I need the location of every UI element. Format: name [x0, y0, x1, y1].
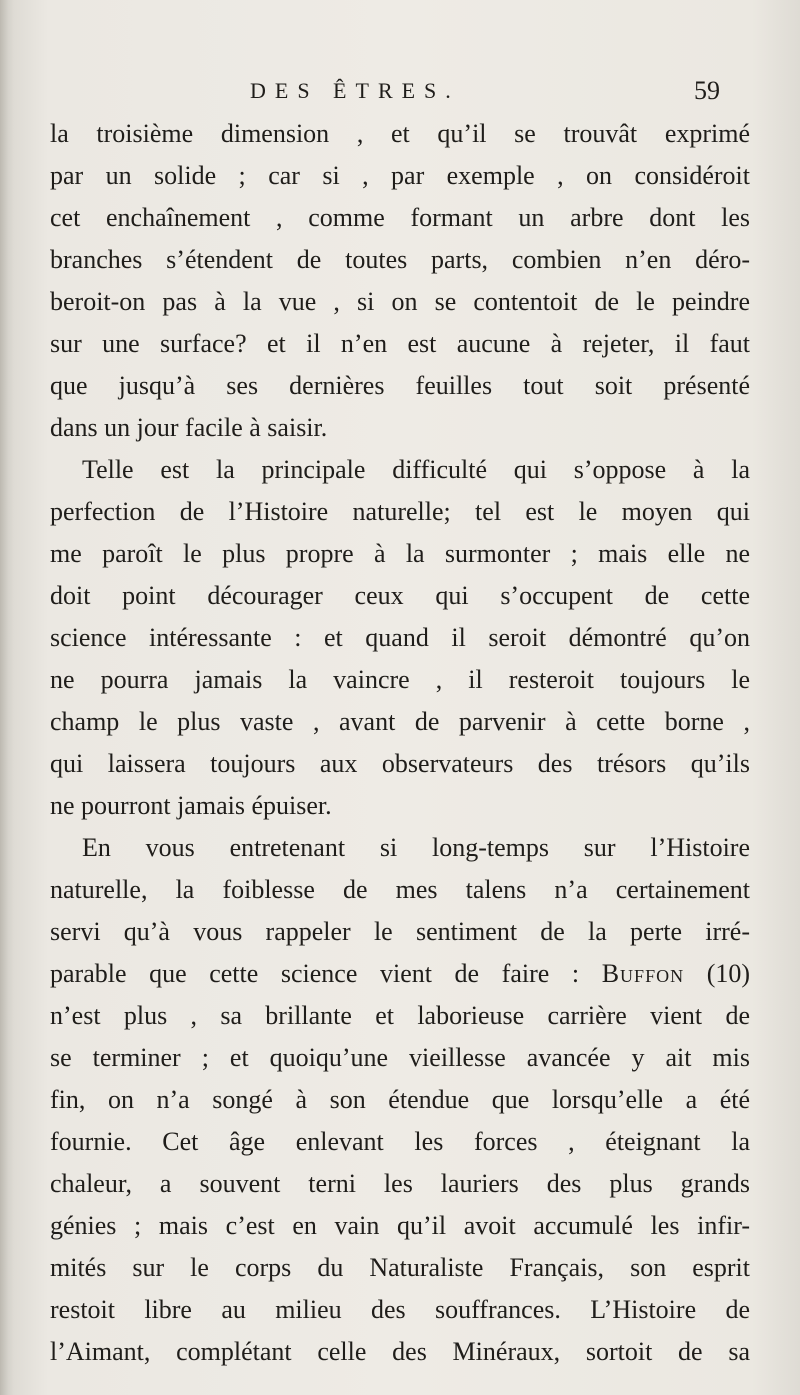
text-line: n’est plus , sa brillante et laborieuse carrière vient de	[50, 1001, 750, 1030]
text-line: cet enchaînement , comme formant un arbre dont les	[50, 203, 750, 232]
text-line: Telle est la principale difficulté qui s’oppose à la	[82, 455, 750, 484]
page-left-edge-shadow	[0, 0, 14, 1395]
text-line: branches s’étendent de toutes parts, combien n’en déro-	[50, 245, 750, 274]
text-line: En vous entretenant si long-temps sur l’Histoire	[82, 833, 750, 862]
body-text	[50, 113, 750, 1373]
text-line: naturelle, la foiblesse de mes talens n’a certainement	[50, 875, 750, 904]
text-line: par un solide ; car si , par exemple , on considéroit	[50, 161, 750, 190]
text-line: ne pourra jamais la vaincre , il resteroit toujours le	[50, 665, 750, 694]
text-line: fournie. Cet âge enlevant les forces , éteignant la	[50, 1127, 750, 1156]
running-head: DES ÊTRES.	[250, 78, 460, 103]
text-line: la troisième dimension , et qu’il se trouvât exprimé	[50, 119, 750, 148]
text-line: champ le plus vaste , avant de parvenir à cette borne ,	[50, 707, 750, 736]
text-line: qui laissera toujours aux observateurs des trésors qu’ils	[50, 749, 750, 778]
text-line-with-name	[50, 953, 750, 995]
text-line: fin, on n’a songé à son étendue que lorsqu’elle a été	[50, 1085, 750, 1114]
page-number: 59	[694, 76, 720, 105]
text-line: chaleur, a souvent terni les lauriers des plus grands	[50, 1169, 750, 1198]
text-line: que jusqu’à ses dernières feuilles tout soit présenté	[50, 371, 750, 400]
text-line: l’Aimant, complétant celle des Minéraux, sortoit de sa	[50, 1337, 750, 1366]
text-line: science intéressante : et quand il seroit démontré qu’on	[50, 623, 750, 652]
text-line: sur une surface? et il n’en est aucune à rejeter, il faut	[50, 329, 750, 358]
text-line: me paroît le plus propre à la surmonter ; mais elle ne	[50, 539, 750, 568]
text-line: servi qu’à vous rappeler le sentiment de la perte irré-	[50, 917, 750, 946]
text-line: beroit-on pas à la vue , si on se contentoit de le peindre	[50, 287, 750, 316]
text-line: ne pourront jamais épuiser.	[50, 791, 332, 820]
text-segment: parable que cette science vient de faire :	[50, 959, 580, 988]
text-line: restoit libre au milieu des souffrances. L’Histoire de	[50, 1295, 750, 1324]
text-line: doit point décourager ceux qui s’occupent de cette	[50, 581, 750, 610]
author-name: Buffon	[601, 959, 685, 988]
text-line: dans un jour facile à saisir.	[50, 413, 328, 442]
text-line: perfection de l’Histoire naturelle; tel est le moyen qui	[50, 497, 750, 526]
footnote-reference: (10)	[706, 959, 750, 988]
text-line: se terminer ; et quoiqu’une vieillesse avancée y ait mis	[50, 1043, 750, 1072]
text-line: génies ; mais c’est en vain qu’il avoit accumulé les infir-	[50, 1211, 750, 1240]
text-line: mités sur le corps du Naturaliste Français, son esprit	[50, 1253, 750, 1282]
